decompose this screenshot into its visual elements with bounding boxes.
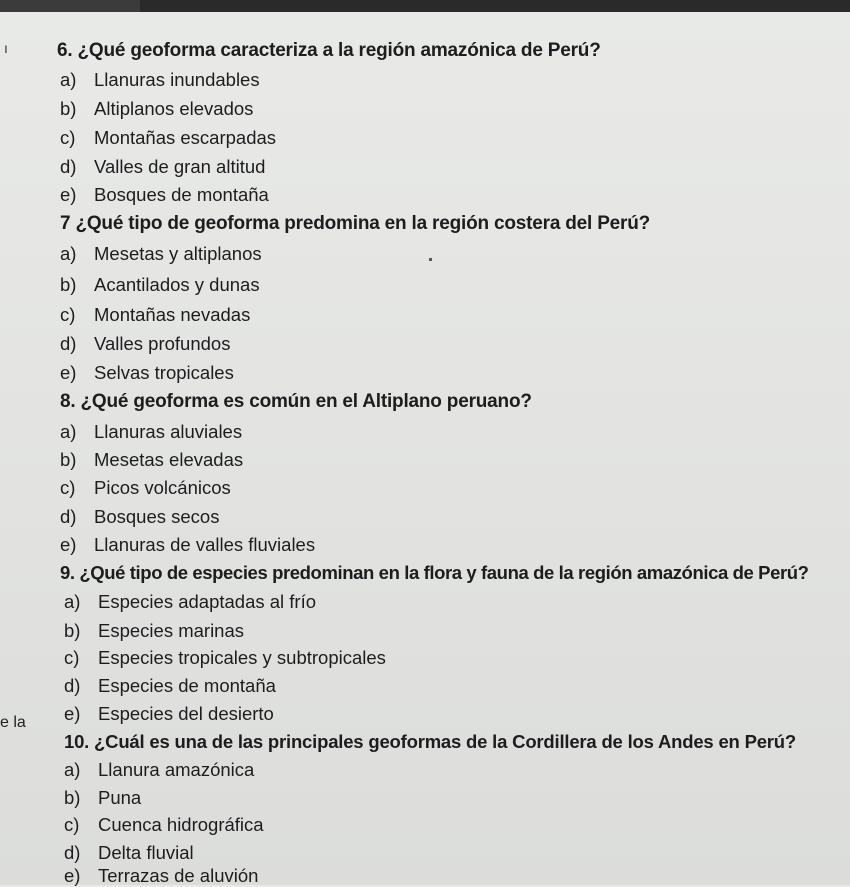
option-text: Especies del desierto <box>98 703 274 724</box>
question-7-option-e <box>60 362 234 384</box>
option-letter: a) <box>60 69 77 90</box>
option-letter: a) <box>64 591 81 612</box>
option-letter: c) <box>64 647 80 668</box>
option-text: Especies marinas <box>98 620 245 641</box>
option-text: Llanuras de valles fluviales <box>94 534 316 555</box>
option-letter: c) <box>60 304 76 325</box>
option-text: Llanura amazónica <box>98 759 255 780</box>
question-10-option-a <box>64 759 254 781</box>
option-text: Montañas escarpadas <box>94 127 277 148</box>
option-text: Valles de gran altitud <box>94 156 266 177</box>
option-text: Selvas tropicales <box>94 362 234 383</box>
option-text: Acantilados y dunas <box>94 274 260 295</box>
question-9-title: 9. ¿Qué tipo de especies predominan en la flora y fauna de la región amazónica de Perú? <box>60 562 809 583</box>
option-letter: e) <box>60 534 77 555</box>
option-letter: b) <box>60 98 77 119</box>
option-letter: e) <box>60 362 77 383</box>
option-letter: c) <box>64 814 80 835</box>
option-letter: d) <box>64 842 81 863</box>
option-text: Puna <box>98 787 142 808</box>
question-8-option-e <box>60 534 315 556</box>
question-6-option-e <box>60 184 269 206</box>
option-letter: e) <box>64 865 81 886</box>
option-letter: c) <box>60 127 76 148</box>
question-7-option-d <box>60 333 230 355</box>
question-10-option-b <box>64 787 141 809</box>
margin-mark: ı <box>4 40 8 56</box>
option-letter: e) <box>64 703 81 724</box>
option-letter: a) <box>64 759 81 780</box>
question-7-option-b <box>60 274 260 296</box>
option-letter: d) <box>60 506 77 527</box>
question-10-title: 10. ¿Cuál es una de las principales geoformas de la Cordillera de los Andes en Perú? <box>64 731 796 752</box>
margin-fragment-text: e la <box>0 714 26 731</box>
option-letter: d) <box>60 156 77 177</box>
question-9-option-b <box>64 620 244 642</box>
question-7-title: 7 ¿Qué tipo de geoforma predomina en la región costera del Perú? <box>60 213 651 234</box>
option-letter: e) <box>60 184 77 205</box>
option-text: Especies adaptadas al frío <box>98 591 317 612</box>
question-6-option-d <box>60 156 265 178</box>
option-letter: d) <box>64 675 81 696</box>
option-text: Terrazas de aluvión <box>98 865 259 886</box>
option-text: Cuenca hidrográfica <box>98 814 264 835</box>
question-9-option-d <box>64 675 276 697</box>
option-letter: a) <box>60 421 77 442</box>
question-8-option-b <box>60 449 243 471</box>
option-letter: b) <box>64 787 81 808</box>
option-text: Mesetas y altiplanos <box>94 243 262 264</box>
question-6-title: 6. ¿Qué geoforma caracteriza a la región amazónica de Perú? <box>57 40 601 61</box>
option-letter: b) <box>64 620 81 641</box>
option-letter: a) <box>60 243 77 264</box>
question-8-title: 8. ¿Qué geoforma es común en el Altiplano peruano? <box>60 391 532 412</box>
question-9-option-e <box>64 703 274 725</box>
option-letter: b) <box>60 449 77 470</box>
option-text: Bosques de montaña <box>94 184 269 205</box>
question-7-option-a <box>60 243 262 265</box>
option-text: Picos volcánicos <box>94 477 231 498</box>
question-8-option-a <box>60 421 242 443</box>
option-letter: b) <box>60 274 77 295</box>
option-text: Mesetas elevadas <box>94 449 244 470</box>
option-text: Especies de montaña <box>98 675 276 696</box>
option-text: Valles profundos <box>94 333 231 354</box>
option-text: Llanuras inundables <box>94 69 260 90</box>
option-text: Delta fluvial <box>98 842 194 863</box>
question-6-option-b <box>60 98 253 120</box>
option-letter: d) <box>60 333 77 354</box>
option-letter: c) <box>60 477 76 498</box>
option-text: Montañas nevadas <box>94 304 251 325</box>
question-9-option-c <box>64 647 386 669</box>
option-text: Llanuras aluviales <box>94 421 243 442</box>
question-10-option-d <box>64 842 194 864</box>
option-text: Bosques secos <box>94 506 220 527</box>
question-10-option-e <box>64 865 258 887</box>
question-6-option-a <box>60 69 260 91</box>
option-text: Especies tropicales y subtropicales <box>98 647 386 668</box>
question-10-option-c <box>64 814 264 836</box>
question-8-option-c <box>60 477 231 499</box>
question-6-option-c <box>60 127 276 149</box>
option-text: Altiplanos elevados <box>94 98 254 119</box>
question-8-option-d <box>60 506 219 528</box>
question-9-option-a <box>64 591 316 613</box>
question-7-option-c <box>60 304 250 326</box>
